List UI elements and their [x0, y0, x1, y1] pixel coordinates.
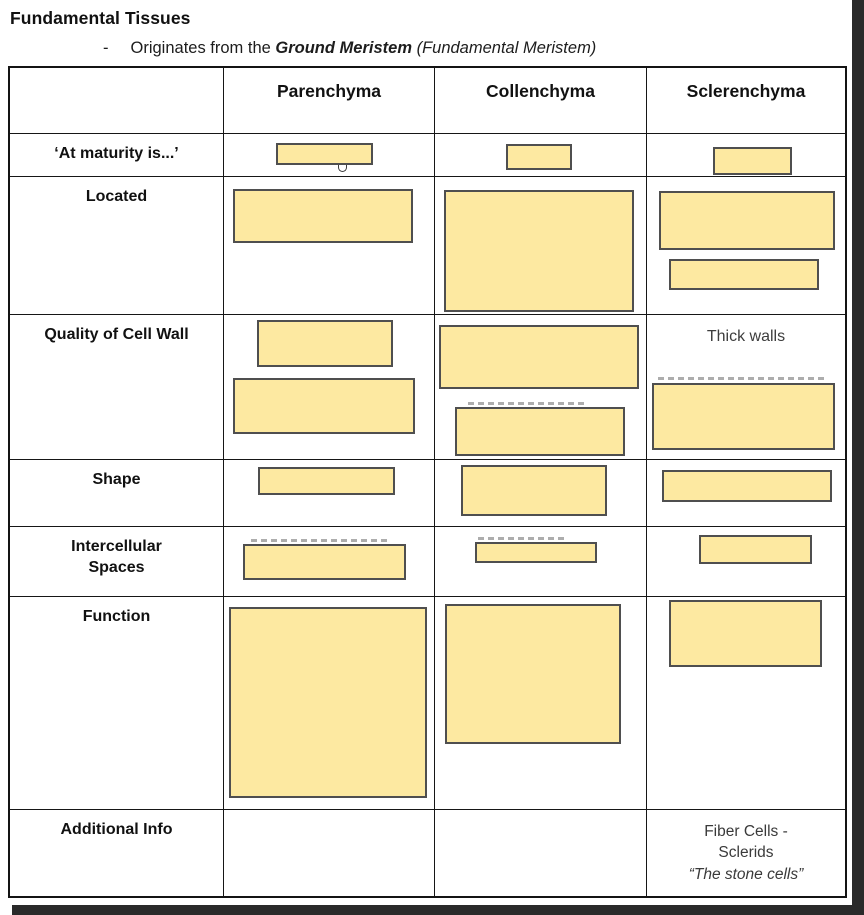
- additional-info-line-3: “The stone cells”: [688, 865, 804, 883]
- sticky-note-located-sclerenchyma-2[interactable]: [669, 259, 819, 290]
- cell-additional-collenchyma: [435, 810, 647, 896]
- sticky-note-located-sclerenchyma-1[interactable]: [659, 191, 835, 250]
- column-header-collenchyma: Collenchyma: [435, 68, 647, 134]
- row-label-at-maturity: ‘At maturity is...’: [10, 134, 224, 177]
- row-label-function: Function: [10, 597, 224, 810]
- row-label-additional-info: Additional Info: [10, 810, 224, 896]
- bullet-bold-italic: Ground Meristem: [275, 39, 412, 57]
- column-header-sclerenchyma: Sclerenchyma: [647, 68, 845, 134]
- sticky-note-cell-wall-parenchyma-2[interactable]: [233, 378, 415, 434]
- row-label-shape: Shape: [10, 460, 224, 527]
- sticky-note-function-parenchyma[interactable]: [229, 607, 427, 798]
- cell-additional-sclerenchyma: [647, 810, 845, 896]
- sticky-note-function-sclerenchyma[interactable]: [669, 600, 822, 667]
- sticky-note-intercellular-parenchyma[interactable]: [243, 544, 406, 580]
- row-label-intercellular: Intercellular Spaces: [10, 527, 224, 597]
- sticky-note-cell-wall-collenchyma-1[interactable]: [439, 325, 639, 389]
- cell-additional-parenchyma: [224, 810, 435, 896]
- additional-info-line-1: Fiber Cells -: [704, 823, 788, 840]
- bullet-line: [103, 39, 596, 58]
- sticky-note-shape-parenchyma[interactable]: [258, 467, 395, 495]
- sticky-note-at-maturity-parenchyma[interactable]: [276, 143, 373, 165]
- sticky-note-cell-wall-collenchyma-2[interactable]: [455, 407, 625, 456]
- corner-cell: [10, 68, 224, 134]
- cell-wall-sclerenchyma: Thick walls: [647, 315, 845, 460]
- page-edge-right: [852, 0, 864, 915]
- sticky-note-shape-sclerenchyma[interactable]: [662, 470, 832, 502]
- sticky-note-function-collenchyma[interactable]: [445, 604, 621, 744]
- row-label-located: Located: [10, 177, 224, 315]
- sticky-note-at-maturity-sclerenchyma[interactable]: [713, 147, 792, 175]
- page-title: Fundamental Tissues: [10, 8, 191, 28]
- sticky-note-intercellular-sclerenchyma[interactable]: [699, 535, 812, 564]
- bullet-text: Originates from the Ground Meristem (Fundamental Meristem): [130, 39, 597, 57]
- bullet-dash: -: [103, 39, 109, 57]
- sticky-note-shape-collenchyma[interactable]: [461, 465, 607, 516]
- sticky-note-cell-wall-sclerenchyma[interactable]: [652, 383, 835, 450]
- page-edge-bottom: [12, 905, 864, 915]
- sticky-note-located-parenchyma[interactable]: [233, 189, 413, 243]
- sticky-note-intercellular-collenchyma[interactable]: [475, 542, 597, 563]
- sticky-note-located-collenchyma[interactable]: [444, 190, 634, 312]
- bullet-italic-suffix: (Fundamental Meristem): [412, 39, 597, 57]
- column-header-parenchyma: Parenchyma: [224, 68, 435, 134]
- sticky-note-cell-wall-parenchyma-1[interactable]: [257, 320, 393, 367]
- sticky-note-at-maturity-collenchyma[interactable]: [506, 144, 572, 170]
- row-label-cell-wall: Quality of Cell Wall: [10, 315, 224, 460]
- additional-info-line-2: Sclerids: [718, 844, 774, 862]
